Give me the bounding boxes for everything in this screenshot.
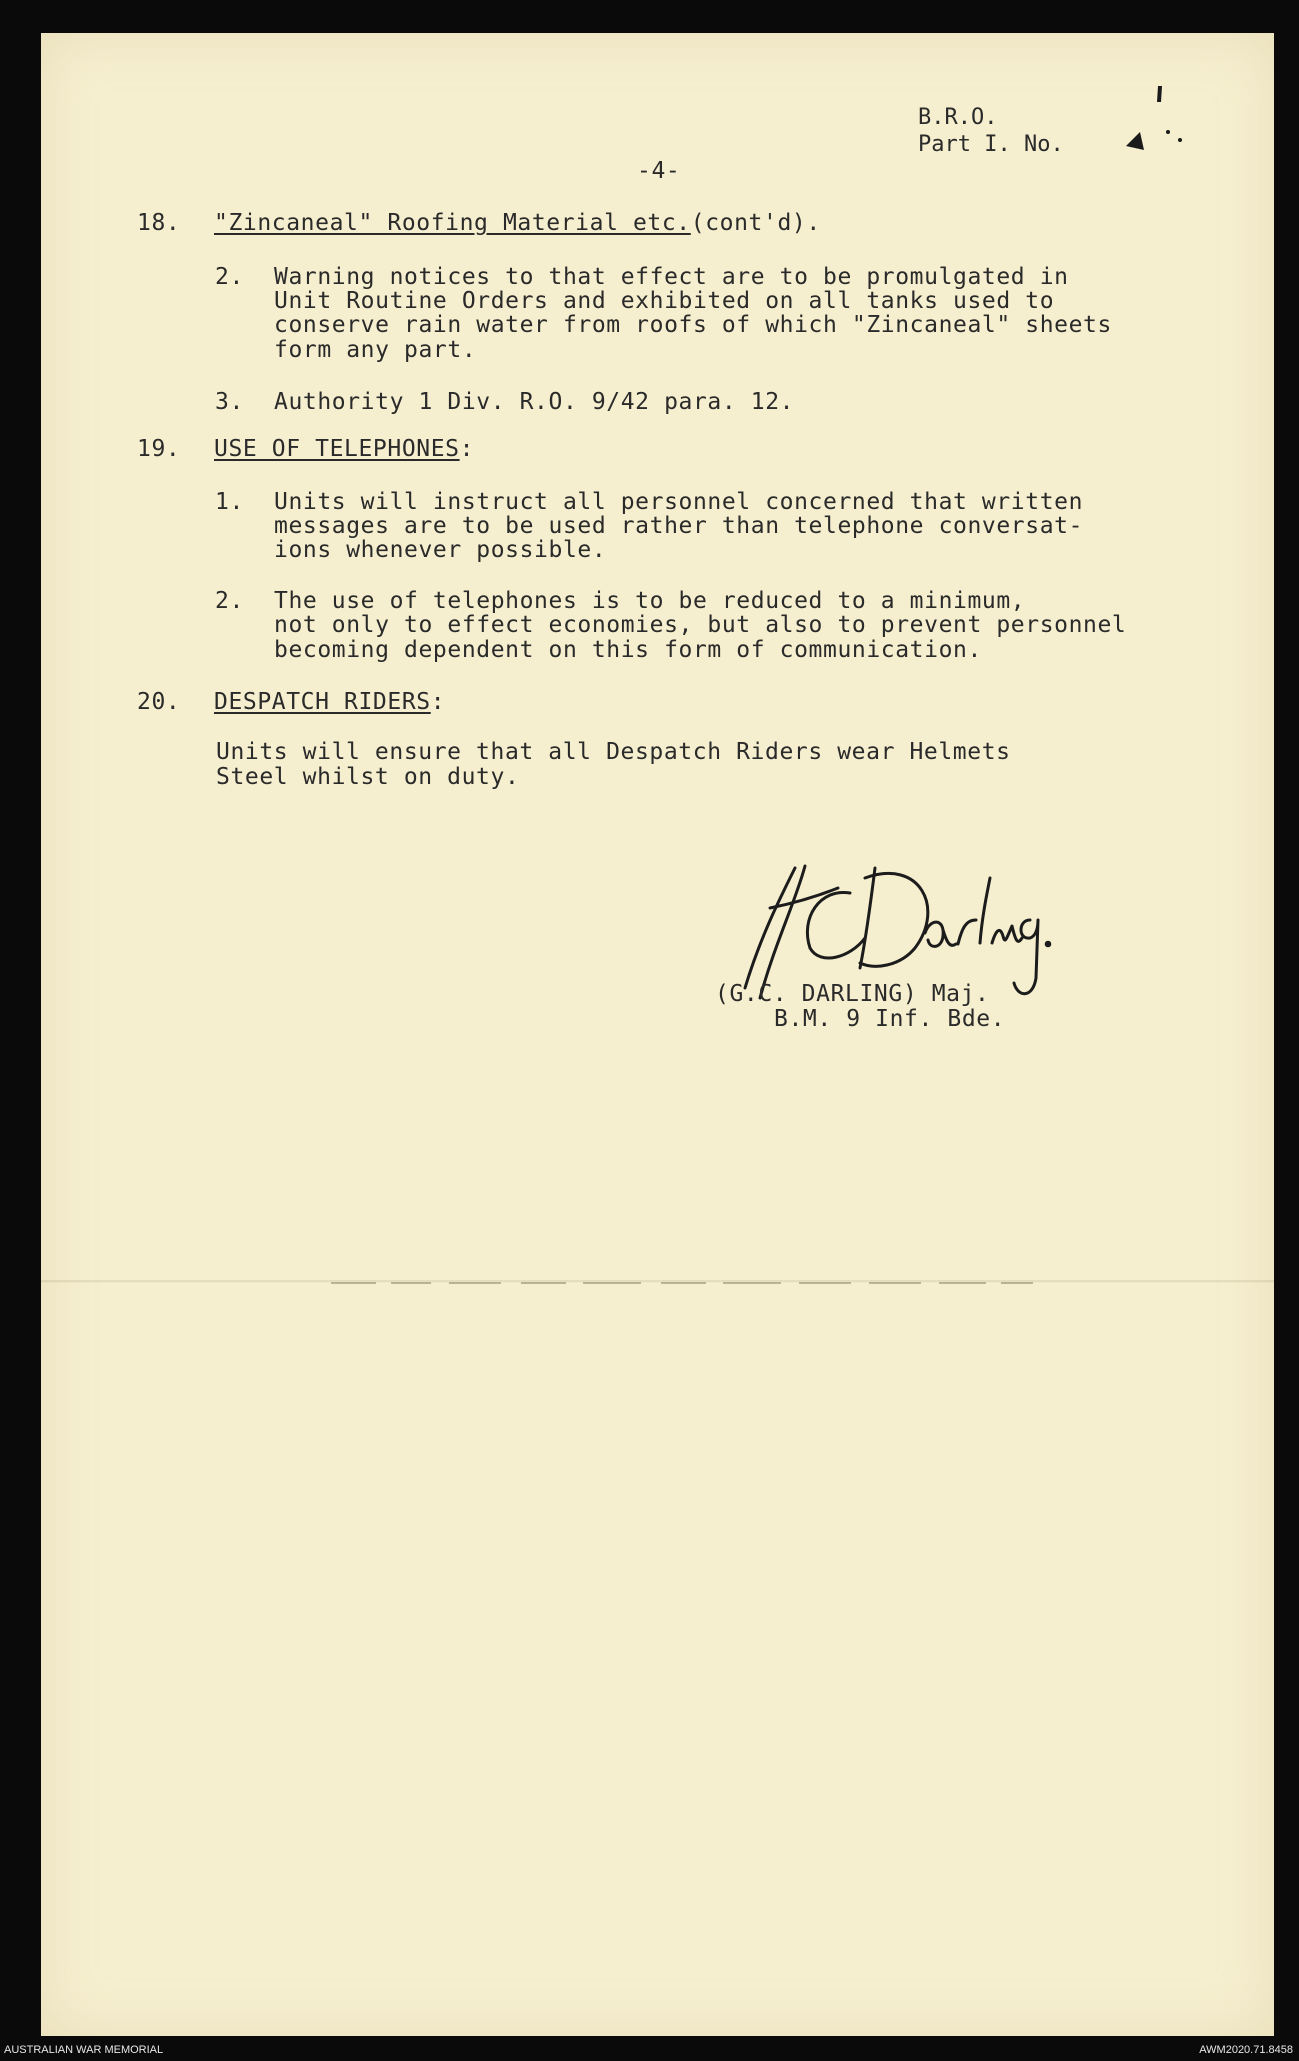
- item-18-para-2-line-2: Unit Routine Orders and exhibited on all tanks used to: [274, 288, 1055, 314]
- ref-line-2: Part I. No.: [918, 132, 1064, 157]
- item-19-para-2-line-3: becoming dependent on this form of communication.: [274, 637, 982, 663]
- item-19-para-1-line-1: Units will instruct all personnel concerned that written: [274, 489, 1084, 515]
- item-18-heading-row: [214, 210, 821, 237]
- item-20-body-line-1: Units will ensure that all Despatch Riders wear Helmets: [216, 739, 1011, 765]
- item-19-para-2-line-1: The use of telephones is to be reduced to a minimum,: [274, 588, 1026, 614]
- item-19-para-1-line-3: ions whenever possible.: [274, 537, 607, 563]
- item-18-para-3-number: 3.: [215, 389, 244, 415]
- signature-name: (G.C. DARLING) Maj.: [715, 981, 990, 1007]
- item-18-heading: "Zincaneal" Roofing Material etc.: [214, 210, 691, 236]
- item-19-para-2-number: 2.: [215, 588, 244, 614]
- item-18-para-2-line-1: Warning notices to that effect are to be promulgated in: [274, 264, 1069, 290]
- footer-accession-number: AWM2020.71.8458: [1199, 2044, 1293, 2056]
- item-20-body-line-2: Steel whilst on duty.: [216, 764, 520, 790]
- corner-mark-icon: [1110, 80, 1190, 170]
- item-20-heading-suffix: :: [430, 689, 446, 715]
- item-18-para-3-line-1: Authority 1 Div. R.O. 9/42 para. 12.: [274, 389, 795, 415]
- item-19-para-1-line-2: messages are to be used rather than telephone conversat-: [274, 513, 1084, 539]
- item-18-para-2-number: 2.: [215, 264, 244, 290]
- item-20-heading-row: [214, 689, 445, 716]
- ref-line-1: B.R.O.: [918, 105, 998, 130]
- item-19-heading-row: [214, 436, 474, 463]
- item-18-number: 18.: [137, 210, 181, 236]
- fold-dashes: [321, 1278, 1041, 1288]
- item-19-heading-suffix: :: [459, 436, 475, 462]
- item-19-number: 19.: [137, 436, 181, 462]
- footer-archive-label: AUSTRALIAN WAR MEMORIAL: [4, 2044, 164, 2056]
- item-18-heading-suffix: (cont'd).: [690, 210, 821, 236]
- item-19-para-2-line-2: not only to effect economies, but also to prevent personnel: [274, 612, 1127, 638]
- item-20-heading: DESPATCH RIDERS: [214, 689, 431, 715]
- item-20-number: 20.: [137, 689, 181, 715]
- item-19-heading: USE OF TELEPHONES: [214, 436, 460, 462]
- item-18-para-2-line-4: form any part.: [274, 337, 477, 363]
- signature-title: B.M. 9 Inf. Bde.: [774, 1006, 1006, 1032]
- item-18-para-2-line-3: conserve rain water from roofs of which "Zincaneal" sheets: [274, 312, 1112, 338]
- page-number: -4-: [637, 158, 681, 184]
- item-19-para-1-number: 1.: [215, 489, 244, 515]
